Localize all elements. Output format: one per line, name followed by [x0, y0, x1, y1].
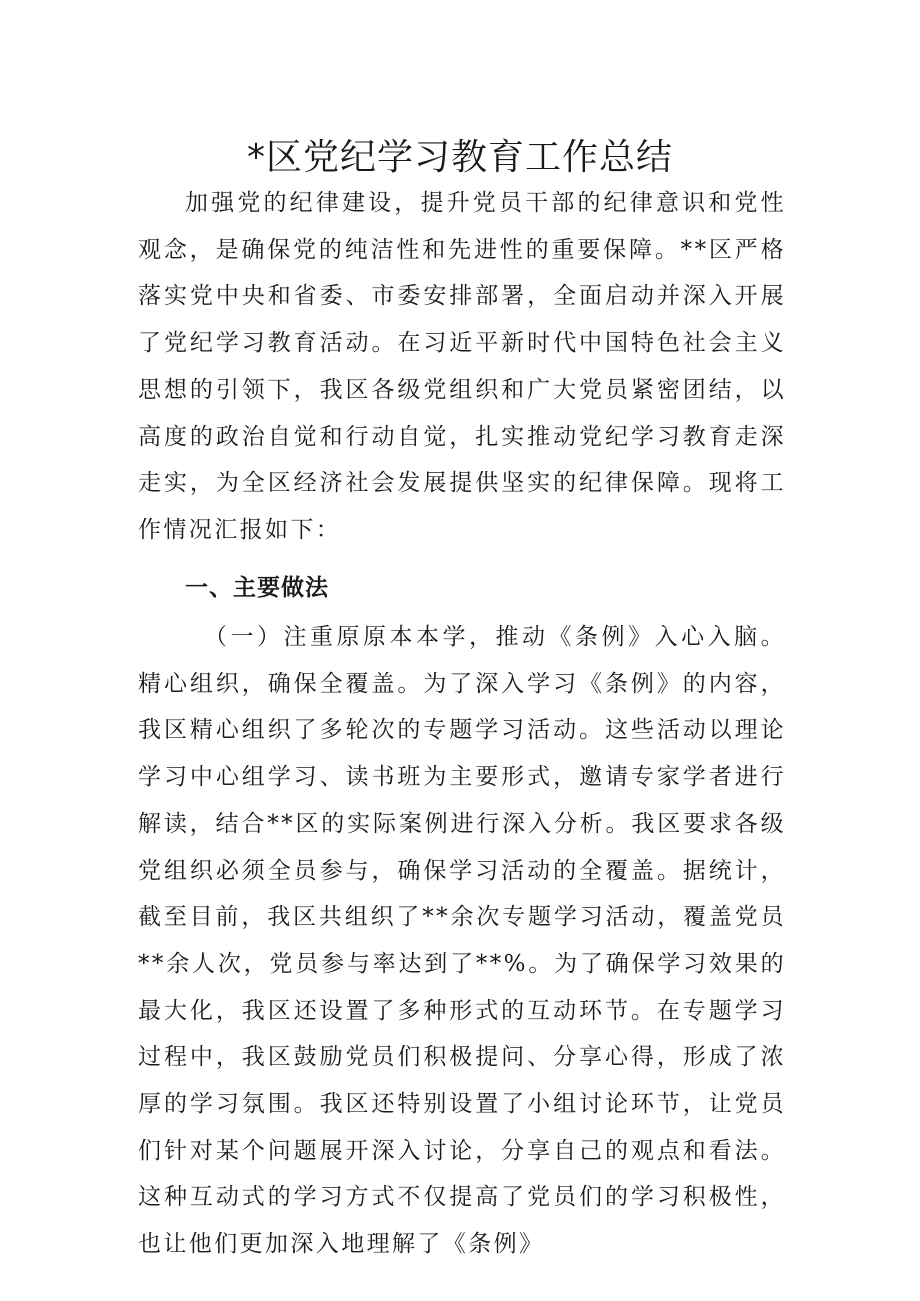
section-heading-main-practices: 一、主要做法 [185, 575, 329, 601]
section-1-paragraph: （一）注重原原本本学，推动《条例》入心入脑。精心组织，确保全覆盖。为了深入学习《条例》的内容，我区精心组织了多轮次的专题学习活动。这些活动以理论学习中心组学习、读书班为主要形式，邀请专家学者进行解读，结合**区的实际案例进行深入分析。我区要求各级党组织必须全员参与，确保学习活动的全覆盖。据统计，截至目前，我区共组织了**余次专题学习活动，覆盖党员**余人次，党员参与率达到了**%。为了确保学习效果的最大化，我区还设置了多种形式的互动环节。在专题学习过程中，我区鼓励党员们积极提问、分享心得，形成了浓厚的学习氛围。我区还特别设置了小组讨论环节，让党员们针对某个问题展开深入讨论，分享自己的观点和看法。这种互动式的学习方式不仅提高了党员们的学习积极性，也让他们更加深入地理解了《条例》 [138, 624, 786, 1258]
document-title: *区党纪学习教育工作总结 [246, 137, 673, 179]
intro-paragraph: 加强党的纪律建设，提升党员干部的纪律意识和党性观念，是确保党的纯洁性和先进性的重要保障。**区严格落实党中央和省委、市委安排部署，全面启动并深入开展了党纪学习教育活动。在习近平新时代中国特色社会主义思想的引领下，我区各级党组织和广大党员紧密团结，以高度的政治自觉和行动自觉，扎实推动党纪学习教育走深走实，为全区经济社会发展提供坚实的纪律保障。现将工作情况汇报如下： [138, 190, 786, 543]
